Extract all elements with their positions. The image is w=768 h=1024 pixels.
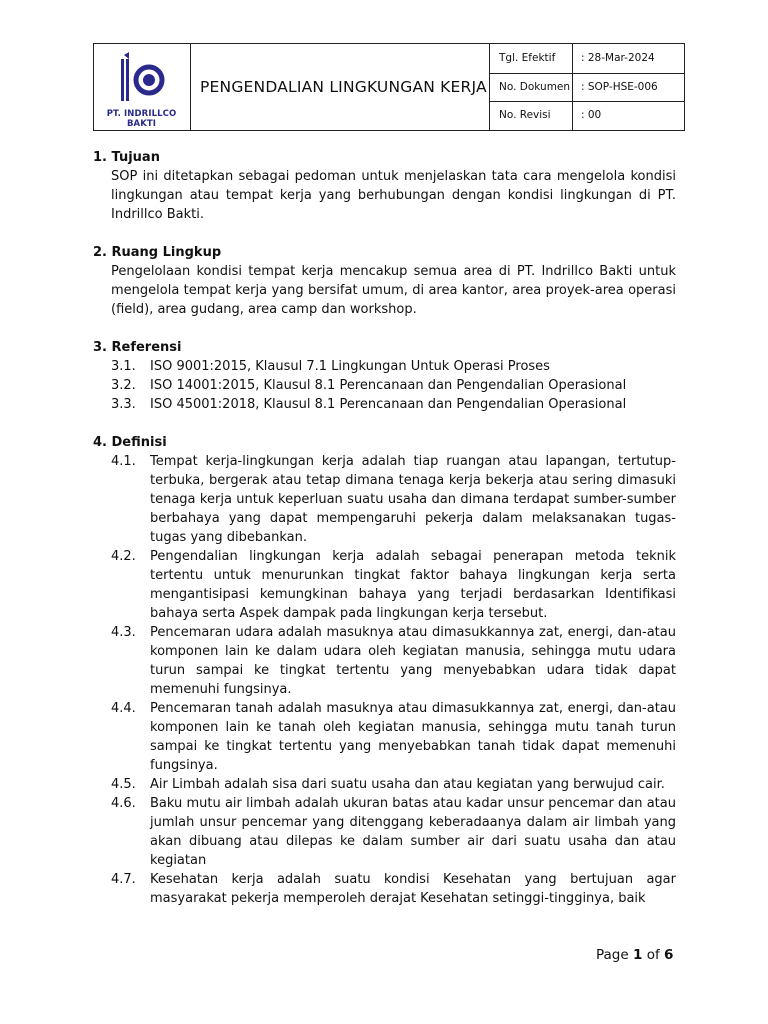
meta-row-document-number: [489, 73, 684, 102]
company-name: PT. INDRILLCO BAKTI: [106, 109, 177, 129]
page-total: 6: [664, 947, 674, 963]
list-item: [93, 376, 676, 395]
section-referensi: [93, 338, 676, 414]
item-text: Air Limbah adalah sisa dari suatu usaha dan atau kegiatan yang berwujud cair.: [150, 777, 665, 792]
item-text: ISO 9001:2015, Klausul 7.1 Lingkungan Untuk Operasi Proses: [150, 359, 550, 374]
meta-row-revision: [489, 101, 684, 130]
meta-label: No. Revisi: [489, 101, 573, 130]
list-item: [93, 395, 676, 414]
item-number: 4.6.: [111, 796, 136, 811]
meta-label: Tgl. Efektif: [489, 44, 573, 73]
item-number: 4.7.: [111, 872, 136, 887]
item-number: 4.3.: [111, 625, 136, 640]
item-text: Pencemaran udara adalah masuknya atau dimasukkannya zat, energi, dan-atau komponen lain ke dalam udara oleh kegiatan manusia, sehingga mutu udara turun sampai ke tingkat tertentu yang menyebabkan udara tidak dapat memenuhi fungsinya.: [150, 625, 676, 697]
item-text: Tempat kerja-lingkungan kerja adalah tiap ruangan atau lapangan, tertutup-terbuka, bergerak atau tetap dimana tenaga kerja bekerja atau sering dimasuki tenaga kerja untuk keperluan suatu usaha dan dimana terdapat sumber-sumber berbahaya yang dapat mempengaruhi pekerja dalam melaksanakan tugas-tugas yang dibebankan.: [150, 454, 676, 545]
item-text: Pengendalian lingkungan kerja adalah sebagai penerapan metoda teknik tertentu untuk menurunkan tingkat faktor bahaya lingkungan kerja serta mengantisipasi kemungkinan bahaya yang terjadi berdasarkan Identifikasi bahaya serta Aspek dampak pada lingkungan kerja tersebut.: [150, 549, 676, 621]
list-item: [93, 452, 676, 547]
item-text: ISO 45001:2018, Klausul 8.1 Perencanaan dan Pengendalian Operasional: [150, 397, 627, 412]
company-logo: [118, 50, 166, 106]
page-word: Page: [596, 947, 629, 963]
section-ruang-lingkup: [93, 243, 676, 319]
item-text: Baku mutu air limbah adalah ukuran batas atau kadar unsur pencemar dan atau jumlah unsur pencemar yang ditenggang keberadaanya dalam air limbah yang akan dibuang atau dilepas ke dalam sumber air dari suatu usaha dan atau kegiatan: [150, 796, 676, 868]
list-item: [93, 870, 676, 908]
title-cell: [190, 44, 490, 130]
document-body: [93, 148, 676, 927]
page-footer: [596, 947, 673, 963]
item-text: Pencemaran tanah adalah masuknya atau dimasukkannya zat, energi, dan-atau komponen lain ke tanah oleh kegiatan manusia, sehingga mutu tanah turun sampai ke tingkat tertentu yang menyebabkan tanah tidak dapat memenuhi fungsinya.: [150, 701, 676, 773]
item-number: 4.5.: [111, 777, 136, 792]
list-item: [93, 623, 676, 699]
meta-row-effective-date: [489, 44, 684, 74]
document-title: PENGENDALIAN LINGKUNGAN KERJA: [200, 78, 487, 96]
meta-label: No. Dokumen: [489, 73, 573, 101]
list-item: [93, 794, 676, 870]
section-title: 3. Referensi: [93, 340, 182, 355]
list-item: [93, 699, 676, 775]
list-item: [93, 775, 676, 794]
item-number: 4.1.: [111, 454, 136, 469]
item-number: 3.1.: [111, 359, 136, 374]
item-number: 3.3.: [111, 397, 136, 412]
section-definisi: [93, 433, 676, 908]
meta-value: : 00: [581, 109, 602, 121]
item-number: 4.4.: [111, 701, 136, 716]
of-word: of: [646, 947, 660, 963]
section-paragraph: Pengelolaan kondisi tempat kerja mencakup semua area di PT. Indrillco Bakti untuk mengelola tempat kerja yang bersifat umum, di area kantor, area proyek-area operasi (field), area gudang, area camp dan workshop.: [111, 264, 676, 317]
section-title: 2. Ruang Lingkup: [93, 245, 222, 260]
item-text: ISO 14001:2015, Klausul 8.1 Perencanaan dan Pengendalian Operasional: [150, 378, 627, 393]
page-number: 1: [632, 947, 643, 963]
item-number: 3.2.: [111, 378, 136, 393]
item-text: Kesehatan kerja adalah suatu kondisi Kesehatan yang bertujuan agar masyarakat pekerja memperoleh derajat Kesehatan setinggi-tingginya, baik: [150, 872, 676, 906]
meta-value: : SOP-HSE-006: [581, 81, 658, 93]
list-item: [93, 547, 676, 623]
item-number: 4.2.: [111, 549, 136, 564]
document-header: [93, 43, 685, 131]
logo-cell: [94, 44, 191, 130]
meta-value: : 28-Mar-2024: [581, 52, 655, 64]
section-title: 4. Definisi: [93, 435, 167, 450]
section-title: 1. Tujuan: [93, 150, 160, 165]
section-tujuan: [93, 148, 676, 224]
list-item: [93, 357, 676, 376]
section-paragraph: SOP ini ditetapkan sebagai pedoman untuk menjelaskan tata cara mengelola kondisi lingkungan atau tempat kerja yang berhubungan dengan kondisi lingkungan di PT. Indrillco Bakti.: [111, 169, 676, 222]
